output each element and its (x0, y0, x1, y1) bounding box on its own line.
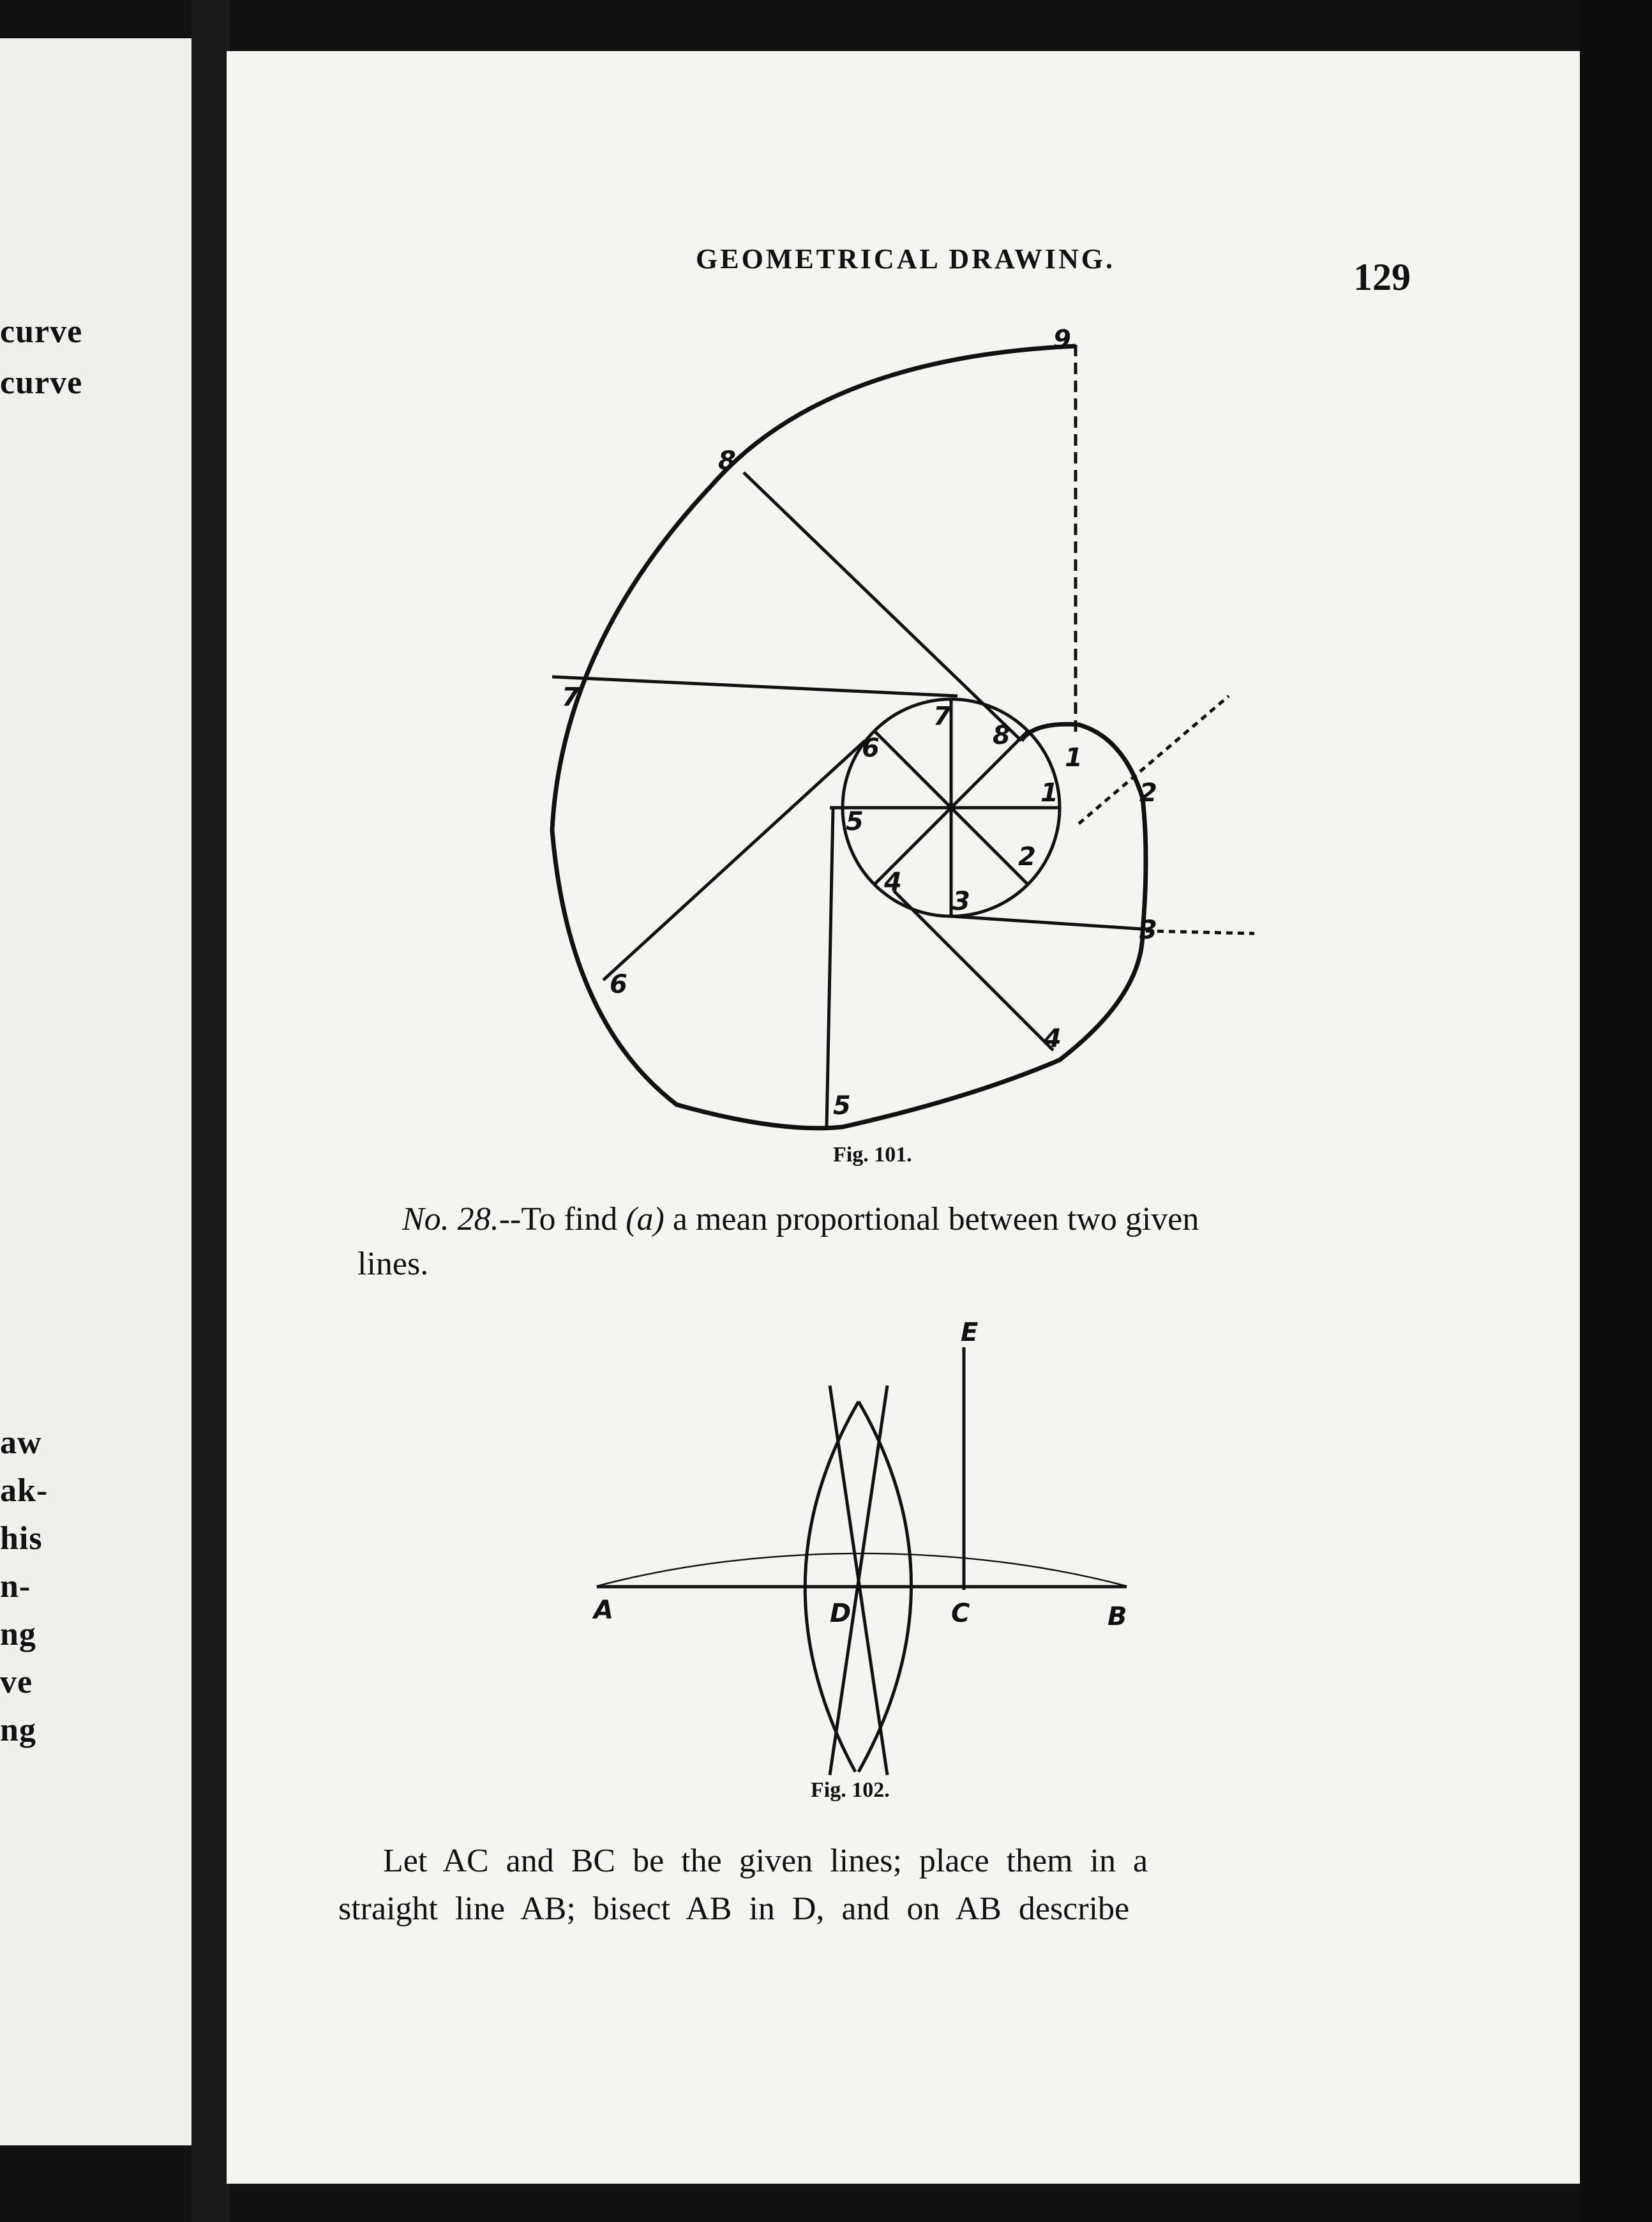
spiral-label-4: 4 (1044, 1024, 1062, 1054)
inner-label-1: 1 (1040, 778, 1058, 808)
left-fragment: ve (0, 1664, 33, 1700)
inner-label-7: 7 (933, 702, 951, 731)
spiral-label-1: 1 (1065, 743, 1083, 773)
figure-101-caption: Fig. 101. (833, 1143, 912, 1167)
inner-label-5: 5 (846, 807, 864, 836)
left-fragment: ng (0, 1616, 36, 1652)
left-fragment: ak- (0, 1472, 49, 1509)
inner-label-6: 6 (862, 734, 880, 763)
problem-paren: (a) (626, 1201, 665, 1237)
spiral-label-6: 6 (610, 970, 627, 999)
spiral-label-8: 8 (718, 446, 736, 476)
point-D: D (830, 1599, 852, 1628)
point-B: B (1108, 1602, 1127, 1631)
inner-label-3: 3 (952, 887, 970, 916)
problem-dash: -- (499, 1201, 522, 1237)
ray-8 (744, 472, 1021, 741)
left-fragment: curve (0, 365, 83, 401)
outer-spiral (552, 346, 1146, 1128)
spiral-label-2: 2 (1139, 778, 1157, 808)
paragraph-line-1: Let AC and BC be the given lines; place them in a (383, 1843, 1148, 1879)
problem-number: No. 28. (402, 1201, 499, 1237)
ray-7 (552, 677, 957, 696)
paragraph-line-2: straight line AB; bisect AB in D, and on AB describe (338, 1891, 1130, 1927)
spiral-label-3: 3 (1139, 916, 1157, 945)
running-header: GEOMETRICAL DRAWING. (696, 243, 1115, 275)
left-fragment: aw (0, 1425, 42, 1461)
left-fragment: curve (0, 314, 83, 350)
point-C: C (951, 1599, 970, 1628)
point-A: A (594, 1596, 613, 1625)
problem-text-c: lines. (357, 1246, 429, 1282)
figure-101 (552, 345, 1254, 1128)
inner-label-8: 8 (993, 721, 1010, 750)
figure-102-caption: Fig. 102. (811, 1778, 890, 1802)
dashed-horizontal (1146, 931, 1254, 933)
problem-text-b: a mean proportional between two given (664, 1201, 1199, 1237)
ray-5 (827, 808, 833, 1127)
ray-6 (603, 741, 865, 980)
figure-102 (597, 1347, 1127, 1775)
spiral-label-7: 7 (562, 683, 580, 712)
spiral-label-5: 5 (833, 1091, 851, 1121)
inner-label-4: 4 (884, 868, 902, 897)
problem-heading (402, 1200, 1199, 1238)
spiral-label-9: 9 (1053, 325, 1071, 354)
left-fragment: n- (0, 1568, 31, 1605)
inner-label-2: 2 (1018, 842, 1036, 872)
problem-text-a: To find (521, 1201, 626, 1237)
page-number: 129 (1353, 256, 1411, 298)
point-E: E (961, 1318, 979, 1347)
left-fragment: ng (0, 1712, 36, 1748)
left-fragment: his (0, 1520, 43, 1557)
ray-3 (951, 916, 1143, 929)
